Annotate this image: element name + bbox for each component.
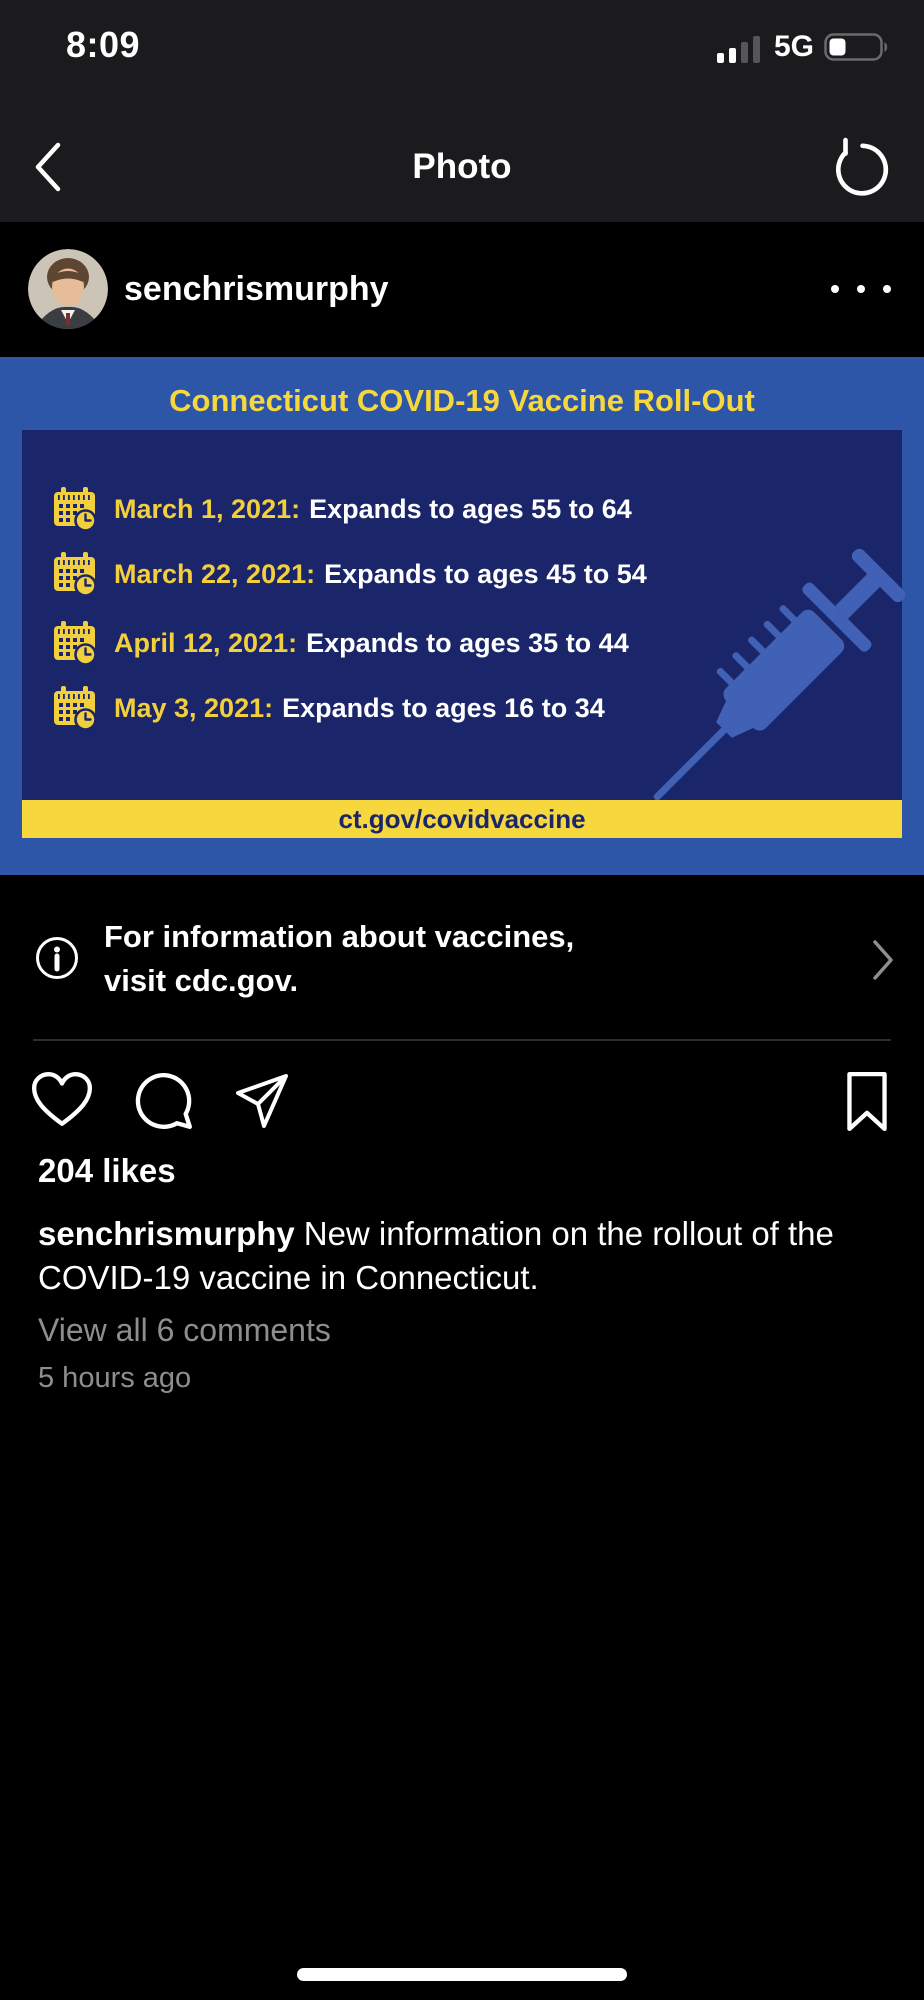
heart-icon[interactable] bbox=[30, 1070, 94, 1130]
calendar-clock-icon bbox=[52, 551, 98, 597]
chevron-right-icon[interactable] bbox=[870, 938, 896, 982]
rollout-row-4 bbox=[52, 684, 605, 732]
info-circle-icon bbox=[34, 935, 80, 981]
rollout-text: Expands to ages 16 to 34 bbox=[282, 692, 605, 723]
battery-icon bbox=[824, 31, 890, 63]
calendar-clock-icon bbox=[52, 620, 98, 666]
likes-count[interactable]: 204 likes bbox=[38, 1152, 176, 1189]
post-header bbox=[0, 222, 924, 357]
avatar[interactable] bbox=[28, 249, 108, 329]
post-options-button[interactable] bbox=[828, 274, 894, 304]
view-comments-link[interactable]: View all 6 comments bbox=[38, 1312, 331, 1348]
post-username[interactable]: senchrismurphy bbox=[124, 270, 389, 308]
page-title: Photo bbox=[412, 147, 512, 186]
rollout-row-1 bbox=[52, 485, 632, 533]
comment-bubble-icon[interactable] bbox=[134, 1070, 196, 1132]
syringe-icon bbox=[640, 542, 912, 814]
post-caption bbox=[38, 1212, 874, 1300]
section-divider bbox=[33, 1039, 891, 1041]
rollout-text: Expands to ages 45 to 54 bbox=[324, 558, 647, 589]
caption-username[interactable]: senchrismurphy bbox=[38, 1215, 295, 1252]
infographic-panel bbox=[22, 430, 902, 800]
action-row bbox=[0, 1062, 924, 1146]
status-time: 8:09 bbox=[66, 24, 141, 65]
nav-bar bbox=[0, 112, 924, 222]
back-button[interactable] bbox=[30, 140, 64, 194]
bookmark-icon[interactable] bbox=[842, 1070, 892, 1134]
rollout-text: Expands to ages 55 to 64 bbox=[309, 493, 632, 524]
caption-text: New information on the rollout of the COVID-19 vaccine in Connecticut. bbox=[38, 1215, 834, 1296]
infographic-title: Connecticut COVID-19 Vaccine Roll-Out bbox=[169, 383, 755, 418]
calendar-clock-icon bbox=[52, 486, 98, 532]
network-type-label: 5G bbox=[773, 30, 814, 63]
vaccine-info-text: For information about vaccines, visit cdc.gov. bbox=[104, 919, 575, 998]
home-indicator[interactable] bbox=[297, 1968, 627, 1981]
rollout-date: May 3, 2021: bbox=[114, 692, 274, 723]
calendar-clock-icon bbox=[52, 685, 98, 731]
three-dots-icon bbox=[828, 282, 894, 296]
paper-plane-icon[interactable] bbox=[230, 1070, 292, 1132]
rollout-date: March 1, 2021: bbox=[114, 493, 301, 524]
signal-strength-icon bbox=[716, 30, 764, 64]
status-indicators bbox=[716, 30, 890, 64]
avatar-photo bbox=[28, 249, 108, 329]
rollout-text: Expands to ages 35 to 44 bbox=[306, 627, 629, 658]
history-icon[interactable] bbox=[830, 136, 892, 198]
rollout-date: March 22, 2021: bbox=[114, 558, 316, 589]
vaccine-info-banner[interactable] bbox=[0, 875, 924, 1039]
rollout-row-3 bbox=[52, 619, 629, 667]
post-timestamp: 5 hours ago bbox=[38, 1362, 192, 1394]
top-bars bbox=[0, 0, 924, 222]
post-image[interactable] bbox=[0, 357, 924, 875]
rollout-row-2 bbox=[52, 550, 647, 598]
rollout-date: April 12, 2021: bbox=[114, 627, 298, 658]
infographic-url: ct.gov/covidvaccine bbox=[338, 803, 586, 834]
infographic-url-banner bbox=[22, 800, 902, 838]
